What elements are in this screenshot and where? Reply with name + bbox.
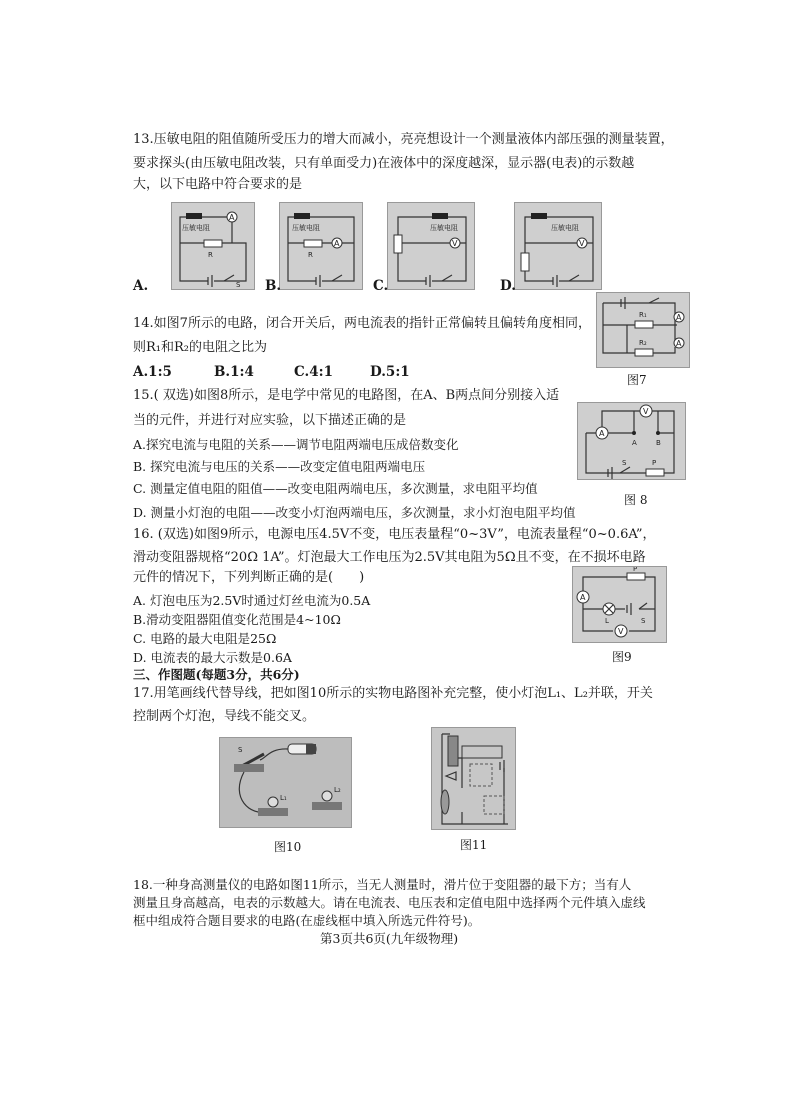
p-label-9: P — [633, 567, 638, 573]
s-label-8: S — [622, 459, 627, 467]
q15-choice-d: D. 测量小灯泡的电阻——改变小灯泡两端电压，多次测量，求小灯泡电阻平均值 — [133, 505, 576, 520]
svg-text:A: A — [334, 239, 340, 248]
sensor-label-c: 压敏电阻 — [430, 224, 458, 232]
s-label: S — [236, 281, 241, 289]
figure-8 — [577, 402, 686, 480]
q13-line-1: 13.压敏电阻的阻值随所受压力的增大而减小，亮亮想设计一个测量液体内部压强的测量装置， — [133, 132, 674, 147]
svg-text:A: A — [580, 593, 586, 602]
svg-text:A: A — [229, 213, 235, 222]
sensor-label-b: 压敏电阻 — [292, 224, 320, 232]
svg-text:V: V — [643, 407, 649, 416]
svg-text:A: A — [599, 429, 605, 438]
q18-line-1: 18.一种身高测量仪的电路如图11所示，当无人测量时，滑片位于变阻器的最下方；当有人 — [133, 877, 632, 892]
point-a-label: A — [632, 439, 637, 447]
svg-text:A: A — [676, 339, 682, 348]
sensor-label-d: 压敏电阻 — [551, 224, 579, 232]
figure-7 — [596, 292, 690, 368]
q15-choice-c: C. 测量定值电阻的阻值——改变电阻两端电压，多次测量，求电阻平均值 — [133, 481, 538, 496]
figure-11-caption: 图11 — [460, 838, 488, 852]
q16-line-1: 16. (双选)如图9所示，电源电压4.5V不变，电压表量程“0~3V”，电流表量程“0~0.6A”， — [133, 527, 656, 542]
svg-text:V: V — [579, 239, 585, 248]
svg-text:V: V — [618, 627, 624, 636]
figure-10-caption: 图10 — [274, 840, 302, 854]
figure-8-caption: 图 8 — [624, 493, 648, 507]
q15-line-1: 15.( 双选)如图8所示，是电学中常见的电路图，在A、B两点间分别接入适 — [133, 388, 560, 403]
q17-line-2: 控制两个灯泡，导线不能交叉。 — [133, 709, 316, 724]
q13-option-c: C. — [373, 278, 389, 294]
q13-circuit-d — [514, 202, 602, 290]
q16-choice-a: A. 灯泡电压为2.5V时通过灯丝电流为0.5A — [133, 593, 371, 608]
l-label-9: L — [605, 617, 609, 625]
figure-9 — [572, 566, 667, 643]
s-label-10: S — [238, 746, 243, 754]
q14-line-2: 则R₁和R₂的电阻之比为 — [133, 340, 267, 355]
figure-10 — [219, 737, 352, 828]
q14-option-b: B.1:4 — [214, 364, 254, 380]
page-footer: 第3页共6页(九年级物理) — [320, 931, 459, 946]
r1-label: R₁ — [639, 311, 647, 319]
figure-9-caption: 图9 — [612, 650, 632, 664]
l2-label: L₂ — [334, 786, 341, 794]
q14-line-1: 14.如图7所示的电路，闭合开关后，两电流表的指针正常偏转且偏转角度相同， — [133, 316, 591, 331]
q18-line-2: 测量且身高越高，电表的示数越大。请在电流表、电压表和定值电阻中选择两个元件填入虚线 — [133, 895, 646, 910]
q13-line-3: 大，以下电路中符合要求的是 — [133, 177, 303, 192]
q16-choice-d: D. 电流表的最大示数是0.6A — [133, 650, 292, 665]
q13-option-d: D. — [500, 278, 516, 294]
sensor-label: 压敏电阻 — [182, 224, 210, 232]
s-label-9: S — [641, 617, 646, 625]
q16-choice-b: B.滑动变阻器阻值变化范围是4~10Ω — [133, 612, 341, 627]
svg-text:V: V — [452, 239, 458, 248]
section-3-title: 三、作图题(每题3分，共6分) — [133, 667, 300, 682]
q14-option-a: A.1:5 — [133, 364, 172, 380]
p-label-8: P — [652, 459, 657, 467]
q13-option-b: B. — [265, 278, 282, 294]
q16-choice-c: C. 电路的最大电阻是25Ω — [133, 631, 277, 646]
q14-option-d: D.5:1 — [370, 364, 410, 380]
r0-label: R — [208, 251, 213, 259]
q14-option-c: C.4:1 — [294, 364, 333, 380]
q13-line-2: 要求探头(由压敏电阻改装，只有单面受力)在液体中的深度越深，显示器(电表)的示数越 — [133, 156, 635, 171]
q15-choice-b: B. 探究电流与电压的关系——改变定值电阻两端电压 — [133, 459, 426, 474]
point-b-label: B — [656, 439, 661, 447]
q13-option-a: A. — [133, 278, 149, 294]
q15-line-2: 当的元件，并进行对应实验，以下描述正确的是 — [133, 413, 407, 428]
q13-circuit-a — [171, 202, 255, 290]
q17-line-1: 17.用笔画线代替导线，把如图10所示的实物电路图补充完整，使小灯泡L₁、L₂并联，开关 — [133, 686, 653, 701]
q13-circuit-b — [279, 202, 363, 290]
svg-text:A: A — [676, 313, 682, 322]
q18-line-3: 框中组成符合题目要求的电路(在虚线框中填入所选元件符号)。 — [133, 913, 481, 928]
q16-line-2: 滑动变阻器规格“20Ω 1A”。灯泡最大工作电压为2.5V其电阻为5Ω且不变，在不损坏电路 — [133, 550, 646, 565]
figure-7-caption: 图7 — [627, 373, 647, 387]
r2-label: R₂ — [639, 339, 647, 347]
q16-line-3: 元件的情况下，下列判断正确的是( ) — [133, 570, 365, 585]
q13-circuit-c — [387, 202, 475, 290]
figure-11 — [431, 727, 516, 830]
l1-label: L₁ — [280, 794, 287, 802]
q15-choice-a: A.探究电流与电阻的关系——调节电阻两端电压成倍数变化 — [133, 437, 459, 452]
r0-label-b: R — [308, 251, 313, 259]
